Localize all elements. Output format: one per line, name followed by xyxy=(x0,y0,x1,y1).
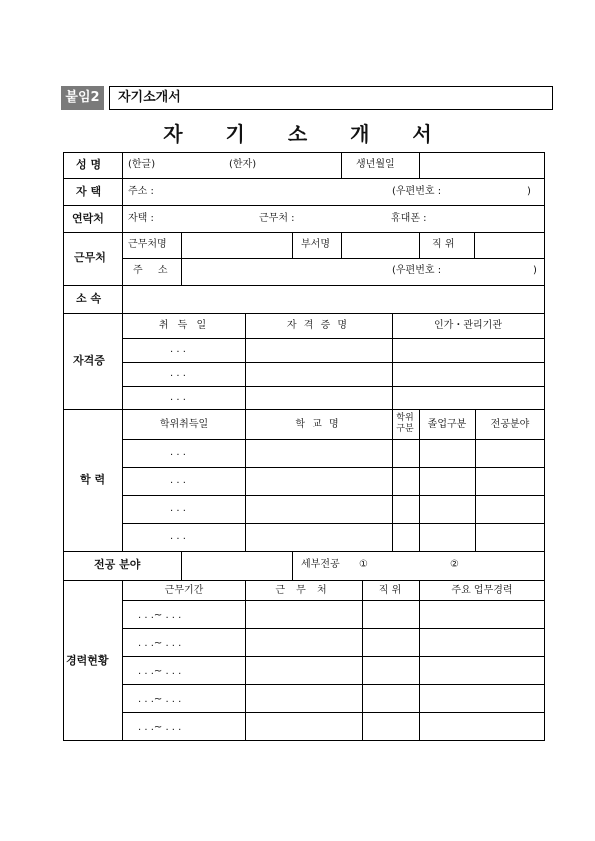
contact-home-field[interactable]: 자택 : xyxy=(128,213,154,224)
company-name-label: 근무처명 xyxy=(128,239,167,250)
row-divider xyxy=(122,386,545,387)
major-label: 전공 분야 xyxy=(94,558,141,571)
row-divider xyxy=(63,178,545,179)
col-divider xyxy=(122,580,123,741)
col-divider xyxy=(419,409,420,551)
col-divider xyxy=(341,152,342,178)
edu-major-header: 전공분야 xyxy=(490,419,530,430)
career-period-cell[interactable]: . . .~ . . . xyxy=(138,666,182,677)
contact-mobile-field[interactable]: 휴대폰 : xyxy=(391,213,427,224)
license-date-cell[interactable]: . . . xyxy=(170,392,186,403)
col-divider xyxy=(475,409,476,551)
home-address-field[interactable]: 주소 : xyxy=(128,186,154,197)
contact-label: 연락처 xyxy=(72,212,104,225)
row-divider xyxy=(63,232,545,233)
attachment-header xyxy=(61,86,553,110)
row-divider xyxy=(63,551,545,552)
license-date-cell[interactable]: . . . xyxy=(170,368,186,379)
row-divider xyxy=(122,439,545,440)
col-divider xyxy=(341,232,342,258)
career-period-cell[interactable]: . . .~ . . . xyxy=(138,722,182,733)
home-postal-field[interactable]: (우편번호 : xyxy=(392,186,442,197)
row-divider xyxy=(122,495,545,496)
edu-school-header: 학 교 명 xyxy=(295,419,341,430)
edu-degree-header-2: 구분 xyxy=(396,424,414,434)
row-divider xyxy=(63,580,545,581)
career-period-header: 근무기간 xyxy=(164,585,204,596)
row-divider xyxy=(122,600,545,601)
career-workplace-header: 근 무 처 xyxy=(275,585,331,596)
career-position-header: 직 위 xyxy=(378,585,402,596)
row-divider xyxy=(63,205,545,206)
col-divider xyxy=(181,551,182,580)
edu-degree-header-1: 학위 xyxy=(396,413,414,423)
edu-grad-header: 졸업구분 xyxy=(427,419,467,430)
career-period-cell[interactable]: . . .~ . . . xyxy=(138,638,182,649)
col-divider xyxy=(419,580,420,741)
license-org-header: 인가・관리기관 xyxy=(434,320,502,331)
department-label: 부서명 xyxy=(301,239,330,250)
major-detail-1[interactable]: ① xyxy=(359,559,368,570)
home-postal-close: ) xyxy=(527,186,531,197)
major-detail-label: 세부전공 xyxy=(301,559,340,570)
row-divider xyxy=(122,523,545,524)
row-divider xyxy=(122,362,545,363)
position-label: 직 위 xyxy=(432,239,455,250)
col-divider xyxy=(474,232,475,258)
row-divider xyxy=(63,409,545,410)
attachment-tag: 붙임2 xyxy=(61,86,104,110)
row-divider xyxy=(122,467,545,468)
work-postal-field[interactable]: (우편번호 : xyxy=(392,265,442,276)
col-divider xyxy=(245,313,246,409)
edu-date-cell[interactable]: . . . xyxy=(170,531,186,542)
name-hanja-field[interactable]: (한자) xyxy=(229,159,257,170)
page-title: 자 기 소 개 서 xyxy=(163,122,450,146)
row-divider xyxy=(63,313,545,314)
row-divider xyxy=(122,684,545,685)
license-date-header: 취 득 일 xyxy=(158,320,210,331)
name-korean-field[interactable]: (한글) xyxy=(128,159,156,170)
col-divider xyxy=(292,551,293,580)
row-divider xyxy=(122,712,545,713)
name-label: 성 명 xyxy=(76,158,102,171)
career-period-cell[interactable]: . . .~ . . . xyxy=(138,694,182,705)
row-divider xyxy=(122,628,545,629)
row-divider xyxy=(122,338,545,339)
contact-work-field[interactable]: 근무처 : xyxy=(259,213,295,224)
row-divider xyxy=(63,285,545,286)
home-label: 자 택 xyxy=(76,185,102,198)
work-address-label: 주 소 xyxy=(133,265,174,276)
col-divider xyxy=(419,152,420,178)
career-duty-header: 주요 업무경력 xyxy=(451,585,513,596)
license-name-header: 자 격 증 명 xyxy=(286,320,350,331)
workplace-label: 근무처 xyxy=(74,251,106,264)
attachment-label: 자기소개서 xyxy=(109,86,553,110)
license-date-cell[interactable]: . . . xyxy=(170,344,186,355)
col-divider xyxy=(245,409,246,551)
row-divider xyxy=(122,258,545,259)
career-period-cell[interactable]: . . .~ . . . xyxy=(138,610,182,621)
career-label: 경력현황 xyxy=(66,654,109,667)
work-postal-close: ) xyxy=(533,265,537,276)
edu-date-cell[interactable]: . . . xyxy=(170,503,186,514)
col-divider xyxy=(181,232,182,285)
major-detail-2[interactable]: ② xyxy=(450,559,459,570)
education-label: 학 력 xyxy=(80,473,106,486)
col-divider xyxy=(362,580,363,741)
license-label: 자격증 xyxy=(73,354,105,367)
edu-date-cell[interactable]: . . . xyxy=(170,447,186,458)
edu-date-cell[interactable]: . . . xyxy=(170,475,186,486)
col-divider xyxy=(122,152,123,551)
birthdate-label: 생년월일 xyxy=(356,159,395,170)
row-divider xyxy=(122,656,545,657)
affiliation-label: 소 속 xyxy=(76,292,102,305)
col-divider xyxy=(419,232,420,258)
col-divider xyxy=(392,409,393,551)
col-divider xyxy=(292,232,293,258)
col-divider xyxy=(392,313,393,409)
edu-date-header: 학위취득일 xyxy=(159,419,209,430)
col-divider xyxy=(245,580,246,741)
